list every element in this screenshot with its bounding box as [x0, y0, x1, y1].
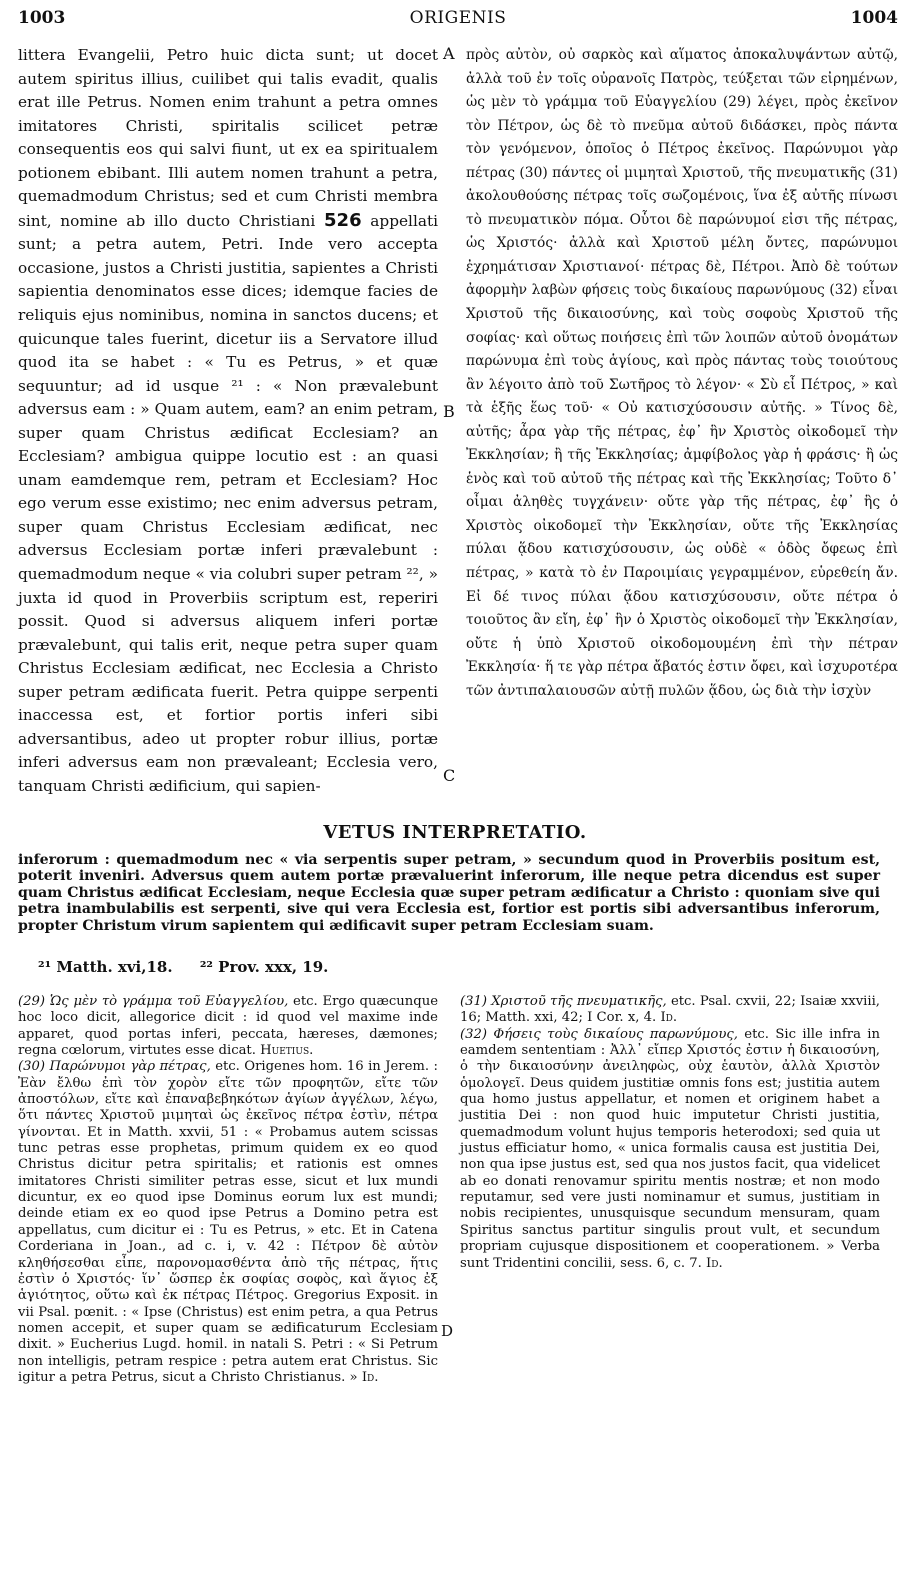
running-header	[18, 8, 898, 34]
note-29-text: etc. Ergo quæcunque hoc loco dicit, allegorice dicit : id quod vel maxime inde apparet, quod portas inferi, peccata, hæreses, dæmones; regna cœlorum, virtutes esse dicat.	[18, 994, 438, 1059]
note-29-lemma: (29) Ὡς μὲν τὸ γράμμα τοῦ Εὐαγγελίου,	[18, 994, 289, 1009]
footnote-ref-21: ²¹ Matth. xvi,18.	[38, 958, 173, 976]
note-29	[18, 994, 438, 1059]
note-31-author: Id.	[660, 1010, 678, 1026]
note-31-text: etc. Psal. cxvii, 22; Isaiæ xxviii, 16; Matth. xxi, 42; I Cor. x, 4.	[460, 994, 880, 1026]
note-32-author: Id.	[706, 1255, 723, 1271]
footnote-ref-22: ²² Prov. xxx, 19.	[199, 958, 329, 976]
note-30-author: Id.	[361, 1369, 379, 1385]
right-column-number: 1004	[850, 8, 898, 28]
note-31	[460, 994, 880, 1027]
running-title: ORIGENIS	[409, 8, 507, 28]
vetus-interpretatio-heading: VETUS INTERPRETATIO.	[323, 822, 587, 843]
section-marker-a: A	[443, 44, 455, 63]
note-31-lemma: (31) Χριστοῦ τῆς πνευματικῆς,	[460, 994, 667, 1009]
column-number-marker: 526	[324, 209, 362, 231]
note-30	[18, 1059, 438, 1386]
note-32-lemma: (32) Φήσεις τοὺς δικαίους παρωνύμους,	[460, 1026, 738, 1042]
note-30-text: etc. Origenes hom. 16 in Jerem. : Ἐὰν ἔλθω ἐπὶ τὸν χορὸν εἴτε τῶν προφητῶν, εἴτε τῶν ἀποστόλων, εἴτε καὶ ἐπαναβεβηκότων ἁγίων ἀγγέλων, λέγω, ὅτι πάντες Χριστοῦ μιμηταὶ ὡς ἐκεῖνος πέτρα ἐστὶν, πέτρα γίνονται. Et in Matth. xxvii, 51 : « Probamus autem scissas tunc petras esse prophetas, primum quidem ex eo quod Christus dicitur petra spiritalis; et rationis est omnes imitatores Christi similiter petras esse, sicut et lux mundi dicuntur, ex eo quod ipse Dominus eorum lux est mundi; deinde etiam ex eo quod ipse Petrus a Domino petra est appellatus, cum dicitur ei : Tu es Petrus, » etc. Et in Catena Corderiana in Joan., ad c. i, v. 42 : Πέτρον δὲ αὐτὸν κληθήσεσθαι εἶπε, παρονομασθέντα ἀπὸ τῆς πέτρας, ἥτις ἐστὶν ὁ Χριστός· ἵν᾽ ὥσπερ ἐκ σοφίας σοφὸς, καὶ ἅγιος ἐξ ἁγιότητος, οὕτω καὶ ἐκ πέτρας Πέτρος. Gregorius Exposit. in vii Psal. pœnit. : « Ipse (Christus) est enim petra, a qua Petrus nomen accepit, et super quam se ædificaturum Ecclesiam dixit. » Eucherius Lugd. homil. in natali S. Petri : « Si Petrum non intelligis, petram respice : petra autem erat Christus. Sic igitur a petra Petrus, sicut a Christo Christianus. »	[18, 1059, 438, 1385]
section-markers	[441, 44, 463, 819]
section-marker-c: C	[443, 766, 456, 785]
latin-text-part-2: appellati sunt; a petra autem, Petri. Inde vero accepta occasione, justos a Christi justitia, sapientes a Christi sapientia denominatos esse dices; idemque facies de reliquis ejus nominibus, nomina in sanctos ducens; et quicunque tales fuerint, dicetur iis a Servatore illud quod ita se habet : « Tu es Petrus, » et quæ sequuntur; ad id usque ²¹ : « Non prævalebunt adversus eam : » Quam autem, eam? an enim petram, super quam Christus ædificat Ecclesiam? an Ecclesiam? ambigua quippe locutio est : an quasi unam eamdemque rem, petram et Ecclesiam? Hoc ego verum esse existimo; nec enim adversus petram, super quam Christus Ecclesiam ædificat, nec adversus Ecclesiam portæ inferi prævalebunt : quemadmodum neque « via colubri super petram ²², » juxta id quod in Proverbiis scriptum est, reperiri possit. Quod si adversus aliquem inferi portæ prævalebunt, qui talis erit, neque petra super quam Christus Ecclesiam ædificat, nec Ecclesia a Christo super petram ædificata fuerit. Petra quippe serpenti inaccessa est, et fortior portis inferi sibi adversantibus, adeo ut propter robur illius, portæ inferi adversus eam non prævaleant; Ecclesia vero, tanquam Christi ædificium, qui sapien-	[18, 211, 438, 795]
main-text-columns	[18, 44, 898, 819]
notes-right-column	[460, 994, 880, 1272]
section-marker-b: B	[443, 402, 455, 421]
latin-column	[18, 44, 438, 799]
note-30-lemma: (30) Παρώνυμοι γὰρ πέτρας,	[18, 1059, 211, 1075]
latin-text-part-1: littera Evangelii, Petro huic dicta sunt; ut docet autem spiritus illius, cuilibet qui talis evadit, qualis erat ille Petrus. Nomen enim trahunt a petra omnes imitatores Christi, spiritalis scilicet petræ consequentis eos qui salvi fiunt, ut ex ea spiritualem potionem ebibant. Illi autem nomen trahunt a petra, quemadmodum Christus; sed et cum Christi membra sint, nomine ab illo ducto Christiani	[18, 46, 438, 230]
greek-column: πρὸς αὐτὸν, οὐ σαρκὸς καὶ αἵματος ἀποκαλυψάντων αὐτῷ, ἀλλὰ τοῦ ἐν τοῖς οὐρανοῖς Πατρὸς, τεύξεται τῶν εἰρημένων, ὡς μὲν τὸ γράμμα τοῦ Εὐαγγελίου (29) λέγει, πρὸς ἐκεῖνον τὸν Πέτρον, ὡς δὲ τὸ πνεῦμα αὐτοῦ διδάσκει, πρὸς πάντα τὸν γενόμενον, ὁποῖος ὁ Πέτρος ἐκεῖνος. Παρώνυμοι γὰρ πέτρας (30) πάντες οἱ μιμηταὶ Χριστοῦ, τῆς πνευματικῆς (31) ἀκολουθούσης πέτρας τοῖς σωζομένοις, ἵνα ἐξ αὐτῆς πίνωσι τὸ πνευματικὸν πόμα. Οὗτοι δὲ παρώνυμοί εἰσι τῆς πέτρας, ὡς Χριστός· ἀλλὰ καὶ Χριστοῦ μέλη ὄντες, παρώνυμοι ἐχρημάτισαν Χριστιανοί· πέτρας δὲ, Πέτροι. Ἀπὸ δὲ τούτων ἀφορμὴν λαβὼν φήσεις τοὺς δικαίους παρωνύμους (32) εἶναι Χριστοῦ τῆς δικαιοσύνης, καὶ τοὺς σοφοὺς Χριστοῦ τῆς σοφίας· καὶ οὕτως ποιήσεις ἐπὶ τῶν λοιπῶν αὐτοῦ ὀνομάτων παρώνυμα ἐπὶ τοὺς ἁγίους, καὶ πρὸς πάντας τοὺς τοιούτους ἂν λέγοιτο ἀπὸ τοῦ Σωτῆρος τὸ λέγον· « Σὺ εἶ Πέτρος, » καὶ τὰ ἑξῆς ἕως τοῦ· « Οὐ κατισχύσουσιν αὐτῆς. » Τίνος δὲ, αὐτῆς; ἆρα γὰρ τῆς πέτρας, ἐφ᾽ ἣν Χριστὸς οἰκοδομεῖ τὴν Ἐκκλησίαν; ἢ τῆς Ἐκκλησίας; ἀμφίβολος γὰρ ἡ φράσις· ἢ ὡς ἑνὸς καὶ τοῦ αὐτοῦ τῆς πέτρας καὶ τῆς Ἐκκλησίας; Τοῦτο δ᾽ οἶμαι ἀληθὲς τυγχάνειν· οὔτε γὰρ τῆς πέτρας, ἐφ᾽ ἣς ὁ Χριστὸς οἰκοδομεῖ τὴν Ἐκκλησίαν, οὔτε τῆς Ἐκκλησίας πύλαι ᾅδου κατισχύσουσιν, ὡς οὐδὲ « ὁδὸς ὄφεως ἐπὶ πέτρας, » κατὰ τὸ ἐν Παροιμίαις γεγραμμένον, εὑρεθείη ἄν. Εἰ δέ τινος πύλαι ᾅδου κατισχύσουσιν, οὔτε πέτρα ὁ τοιοῦτος ἂν εἴη, ἐφ᾽ ἣν ὁ Χριστὸς οἰκοδομεῖ τὴν Ἐκκλησίαν, οὔτε ἡ ὑπὸ Χριστοῦ οἰκοδομουμένη ἐπὶ τὴν πέτραν Ἐκκλησία· ἥ τε γὰρ πέτρα ἄβατός ἐστιν ὄφει, καὶ ἰσχυροτέρα τῶν ἀντιπαλαιουσῶν αὐτῇ πυλῶν ᾅδου, ὡς διὰ τὴν ἰσχὺν	[466, 47, 898, 699]
footnote-references	[38, 958, 350, 976]
left-column-number: 1003	[18, 8, 66, 28]
section-marker-d: D	[441, 1322, 454, 1340]
note-29-author: Huetius.	[260, 1043, 314, 1059]
note-32-text: etc. Sic ille infra in eamdem sententiam : Ἀλλ᾽ εἴπερ Χριστός ἐστιν ἡ δικαιοσύνη, ὁ τὴν δικαιοσύνην ἀνειληφὼς, οὐχ ἑαυτὸν, ἀλλὰ Χριστὸν ὁμολογεῖ. Deus quidem justitiæ omnis fons est; justitia autem qua homo justus appellatur, et nomen et originem habet a justitia Dei : non quod huic imputetur Christi justitia, quemadmodum volunt hujus temporis heterodoxi; sed quia ut justus efficiatur homo, « unica formalis causa est justitia Dei, non qua ipse justus est, sed qua nos justos facit, qua videlicet ab eo donati renovamur spiritu mentis nostræ; et non modo reputamur, sed vere justi nominamur et sumus, justitiam in nobis recipientes, unusquisque secundum mensuram, quam Spiritus sanctus partitur singulis prout vult, et secundum propriam cujusque dispositionem et cooperationem. » Verba sunt Tridentini concilii, sess. 6, c. 7.	[460, 1026, 881, 1271]
note-32	[460, 1027, 880, 1272]
notes-left-column	[18, 994, 438, 1386]
vetus-interpretatio-text: inferorum : quemadmodum nec « via serpentis super petram, » secundum quod in Proverbiis positum est, poterit inveniri. Adversus quem autem portæ prævaluerint inferorum, ille neque petra dicendus est super quam Christus ædificat Ecclesiam, neque Ecclesia quæ super petram ædificatur a Christo : quoniam sive qui petra inambulabilis est serpenti, sive qui vera Ecclesia est, fortior est portis sibi adversantibus inferorum, propter Christum virum sapientem qui ædificavit super petram Ecclesiam suam.	[18, 852, 880, 934]
